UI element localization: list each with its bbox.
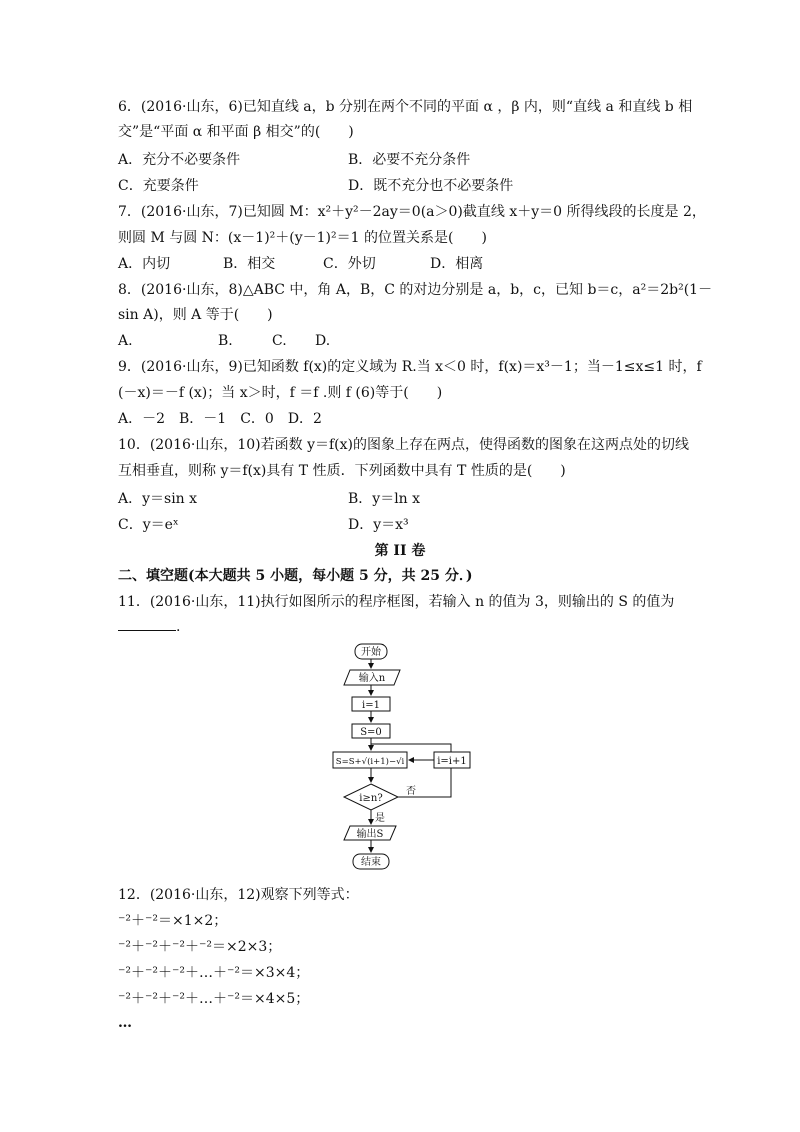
flowchart-output-label: 输出S xyxy=(356,829,384,840)
q8-stem-line2: sin A)，则 A 等于( ) xyxy=(118,307,273,323)
q11-answer-line xyxy=(118,618,180,636)
q7-option-b: B．相交 xyxy=(223,256,276,272)
q7-stem-line2: 则圆 M 与圆 N：(x－1)²＋(y－1)²＝1 的位置关系是( ) xyxy=(118,230,487,246)
flowchart-start-label: 开始 xyxy=(361,647,381,658)
part2-title: 第 II 卷 xyxy=(374,543,426,559)
flowchart-no-label: 否 xyxy=(406,786,416,797)
flowchart-init-s-label: S=0 xyxy=(360,727,382,738)
q8-option-a: A. xyxy=(118,333,133,349)
flowchart-input-label: 输入n xyxy=(358,673,386,684)
q7-option-d: D．相离 xyxy=(430,256,484,272)
q8-option-c: C. xyxy=(272,333,287,349)
q8-stem-line1: 8．(2016·山东，8)△ABC 中，角 A，B，C 的对边分别是 a，b，c，已知 b＝c，a²＝2b²(1－ xyxy=(118,282,713,298)
q12-equation-3: ⁻²＋⁻²＋⁻²＋…＋⁻²＝×3×4； xyxy=(118,965,310,981)
q6-option-d: D．既不充分也不必要条件 xyxy=(348,178,514,194)
flowchart-yes-label: 是 xyxy=(375,813,385,824)
q12-equation-2: ⁻²＋⁻²＋⁻²＋⁻²＝×2×3； xyxy=(118,939,282,955)
q8-option-d: D. xyxy=(315,333,331,349)
q11-period: . xyxy=(176,619,181,635)
q12-equation-1: ⁻²＋⁻²＝×1×2； xyxy=(118,913,228,929)
q7-option-c: C．外切 xyxy=(323,256,376,272)
flowchart-end-label: 结束 xyxy=(361,857,381,868)
q6-option-a: A．充分不必要条件 xyxy=(118,152,241,168)
section2-heading: 二、填空题(本大题共 5 小题，每小题 5 分，共 25 分．) xyxy=(118,568,473,584)
q9-stem-line2: (－x)＝－f (x)；当 x＞时，f ＝f .则 f (6)等于( ) xyxy=(118,385,443,401)
program-flowchart xyxy=(330,640,480,880)
q8-option-b: B. xyxy=(218,333,233,349)
flowchart-update-s-label: S=S+√(i+1)−√i xyxy=(335,757,405,767)
q10-option-a: A．y＝sin x xyxy=(118,491,198,507)
q6-stem-line2: 交”是“平面 α 和平面 β 相交”的( ) xyxy=(118,124,354,140)
q12-equation-4: ⁻²＋⁻²＋⁻²＋…＋⁻²＝×4×5； xyxy=(118,991,310,1007)
q10-option-d: D．y＝x³ xyxy=(348,517,409,533)
q6-stem-line1: 6．(2016·山东，6)已知直线 a，b 分别在两个不同的平面 α ，β 内，则“直线 a 和直线 b 相 xyxy=(118,99,693,115)
q7-option-a: A．内切 xyxy=(118,256,171,272)
q9-stem-line1: 9．(2016·山东，9)已知函数 f(x)的定义域为 R.当 x＜0 时，f(x)＝x³－1；当－1≤x≤1 时，f xyxy=(118,359,702,375)
answer-blank xyxy=(118,618,176,631)
q7-stem-line1: 7．(2016·山东，7)已知圆 M：x²＋y²－2ay＝0(a＞0)截直线 x＋y＝0 所得线段的长度是 2， xyxy=(118,204,706,220)
q11-stem-line1: 11．(2016·山东，11)执行如图所示的程序框图，若输入 n 的值为 3，则输出的 S 的值为 xyxy=(118,594,675,610)
flowchart-init-i-label: i=1 xyxy=(362,700,380,711)
q10-stem-line1: 10．(2016·山东，10)若函数 y＝f(x)的图象上存在两点，使得函数的图象在这两点处的切线 xyxy=(118,437,689,453)
q12-stem: 12．(2016·山东，12)观察下列等式： xyxy=(118,887,359,903)
q10-option-b: B．y＝ln x xyxy=(348,491,421,507)
q10-option-c: C．y＝eˣ xyxy=(118,517,179,533)
flowchart-increment-label: i=i+1 xyxy=(437,756,467,767)
q6-option-c: C．充要条件 xyxy=(118,178,199,194)
flowchart-condition-label: i≥n? xyxy=(359,793,383,804)
q10-stem-line2: 互相垂直，则称 y＝f(x)具有 T 性质．下列函数中具有 T 性质的是( ) xyxy=(118,463,566,479)
q12-ellipsis: … xyxy=(118,1015,132,1031)
q9-options: A．－2 B．－1 C．0 D．2 xyxy=(118,411,322,427)
q6-option-b: B．必要不充分条件 xyxy=(348,152,471,168)
